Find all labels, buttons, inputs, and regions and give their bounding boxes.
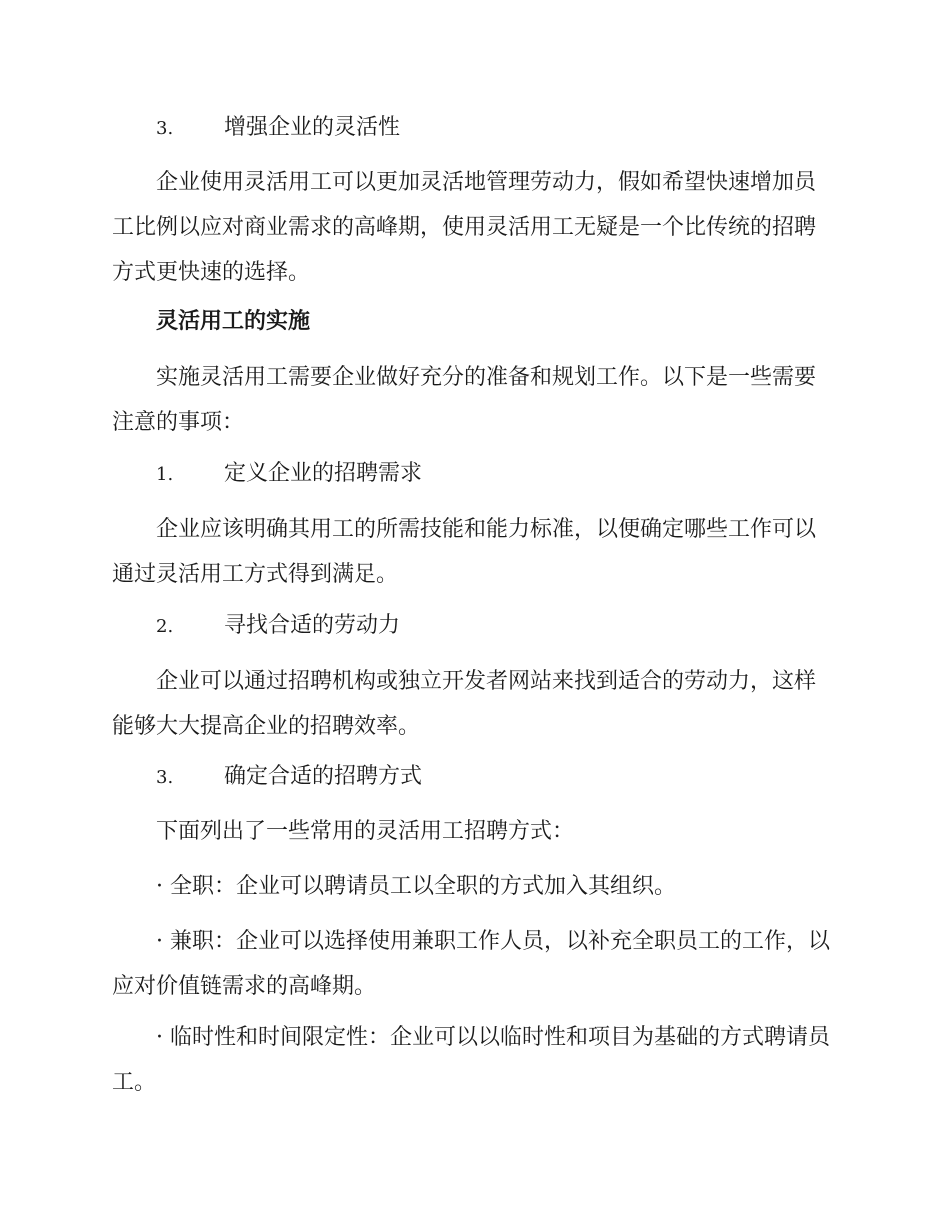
list-text: 定义企业的招聘需求	[224, 461, 423, 486]
list-item-recruitment-method	[112, 754, 832, 800]
list-text: 增强企业的灵活性	[224, 115, 401, 140]
list-number: 1.	[156, 464, 174, 485]
list-item-find-labor	[112, 603, 832, 649]
bullet-temporary: · 临时性和时间限定性：企业可以以临时性和项目为基础的方式聘请员工。	[112, 1025, 830, 1095]
list-number: 3.	[156, 118, 174, 139]
list-number: 2.	[156, 616, 174, 637]
paragraph-methods-intro: 下面列出了一些常用的灵活用工招聘方式：	[156, 819, 575, 844]
section-heading-implementation: 灵活用工的实施	[156, 308, 311, 334]
bullet-part-time: · 兼职：企业可以选择使用兼职工作人员，以补充全职员工的工作，以应对价值链需求的高峰期。	[112, 929, 830, 999]
list-item-define-needs	[112, 451, 832, 497]
list-number: 3.	[156, 767, 174, 788]
paragraph-define-needs: 企业应该明确其用工的所需技能和能力标准，以便确定哪些工作可以通过灵活用工方式得到满足。	[112, 517, 817, 587]
paragraph-implementation-intro: 实施灵活用工需要企业做好充分的准备和规划工作。以下是一些需要注意的事项：	[112, 365, 817, 435]
bullet-full-time: · 全职：企业可以聘请员工以全职的方式加入其组织。	[156, 874, 676, 899]
list-text: 寻找合适的劳动力	[224, 613, 401, 638]
paragraph-flexible-management: 企业使用灵活用工可以更加灵活地管理劳动力，假如希望快速增加员工比例以应对商业需求的高峰期，使用灵活用工无疑是一个比传统的招聘方式更快速的选择。	[112, 170, 817, 285]
list-item-enhance-flexibility	[112, 105, 832, 151]
paragraph-find-labor: 企业可以通过招聘机构或独立开发者网站来找到适合的劳动力，这样能够大大提高企业的招聘效率。	[112, 669, 817, 739]
list-text: 确定合适的招聘方式	[224, 764, 423, 789]
